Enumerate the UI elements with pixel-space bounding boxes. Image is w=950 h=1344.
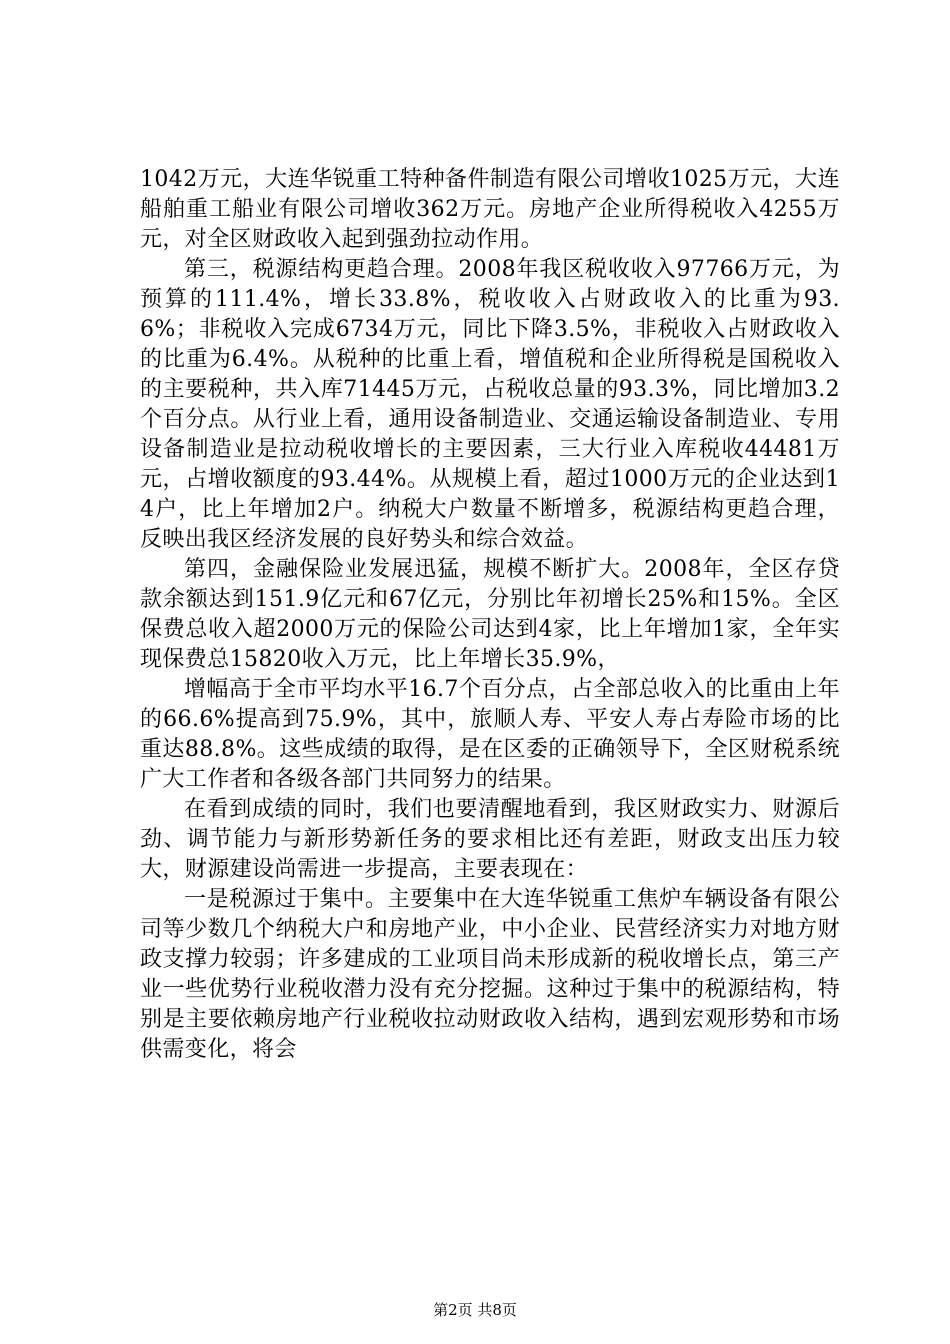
paragraph-2: 第三，税源结构更趋合理。2008年我区税收收入97766万元，为预算的111.4%，增长33.8%，税收收入占财政收入的比重为93.6%；非税收入完成6734万元，同比下降3.5%，非税收入占财政收入的比重为6.4%。从税种的比重上看，增值税和企业所得税是国税收入的主要税种，共入库71445万元，占税收总量的93.3%，同比增加3.2个百分点。从行业上看，通用设备制造业、交通运输设备制造业、专用设备制造业是拉动税收增长的主要因素，三大行业入库税收44481万元，占增收额度的93.44%。从规模上看，超过1000万元的企业达到14户，比上年增加2户。纳税大户数量不断增多，税源结构更趋合理，反映出我区经济发展的良好势头和综合效益。 — [140, 257, 840, 552]
paragraph-5: 在看到成绩的同时，我们也要清醒地看到，我区财政实力、财源后劲、调节能力与新形势新任务的要求相比还有差距，财政支出压力较大，财源建设尚需进一步提高，主要表现在： — [140, 797, 840, 882]
paragraph-6: 一是税源过于集中。主要集中在大连华锐重工焦炉车辆设备有限公司等少数几个纳税大户和房地产业，中小企业、民营经济实力对地方财政支撑力较弱；许多建成的工业项目尚未形成新的税收增长点，第三产业一些优势行业税收潜力没有充分挖掘。这种过于集中的税源结构，特别是主要依赖房地产行业税收拉动财政收入结构，遇到宏观形势和市场供需变化，将会 — [140, 887, 840, 1062]
paragraph-3: 第四，金融保险业发展迅猛，规模不断扩大。2008年，全区存贷款余额达到151.9亿元和67亿元，分别比年初增长25%和15%。全区保费总收入超2000万元的保险公司达到4家，比上年增加1家，全年实现保费总15820收入万元，比上年增长35.9%， — [140, 557, 840, 672]
paragraph-4: 增幅高于全市平均水平16.7个百分点，占全部总收入的比重由上年的66.6%提高到75.9%，其中，旅顺人寿、平安人寿占寿险市场的比重达88.8%。这些成绩的取得，是在区委的正确领导下，全区财税系统广大工作者和各级各部门共同努力的结果。 — [140, 677, 840, 792]
paragraph-1: 1042万元，大连华锐重工特种备件制造有限公司增收1025万元，大连船舶重工船业有限公司增收362万元。房地产企业所得税收入4255万元，对全区财政收入起到强劲拉动作用。 — [140, 167, 840, 252]
body-text — [140, 165, 840, 1065]
page-number-footer: 第2页 共8页 — [433, 1301, 517, 1319]
